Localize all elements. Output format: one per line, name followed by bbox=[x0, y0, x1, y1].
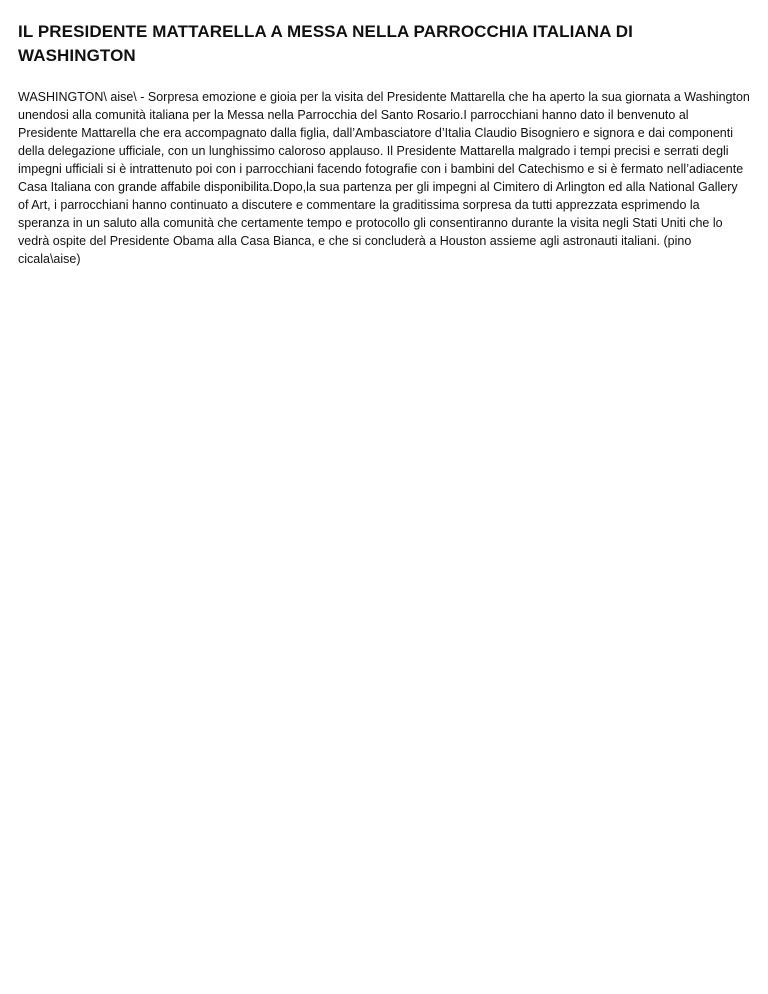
article-body: WASHINGTON\ aise\ - Sorpresa emozione e gioia per la visita del Presidente Mattarella che ha aperto la sua giornata a Washington unendosi alla comunità italiana per la Messa nella Parrocchia del Santo Rosario.I parrocchiani hanno dato il benvenuto al Presidente Mattarella che era accompagnato dalla figlia, dall’Ambasciatore d’Italia Claudio Bisogniero e signora e dai componenti della delegazione ufficiale, con un lunghissimo caloroso applauso. Il Presidente Mattarella malgrado i tempi precisi e serrati degli impegni ufficiali si è intrattenuto poi con i parrocchiani facendo fotografie con i bambini del Catechismo e si è fermato nell’adiacente Casa Italiana con grande affabile disponibilita.Dopo,la sua partenza per gli impegni al Cimitero di Arlington ed alla National Gallery of Art, i parrocchiani hanno continuato a discutere e commentare la graditissima sorpresa da tutti apprezzata esprimendo la speranza in un saluto alla comunità che certamente tempo e protocollo gli consentiranno durante la visita negli Stati Uniti che lo vedrà ospite del Presidente Obama alla Casa Bianca, e che si concluderà a Houston assieme agli astronauti italiani. (pino cicala\aise) bbox=[18, 90, 750, 266]
article bbox=[18, 20, 750, 268]
article-title: IL PRESIDENTE MATTARELLA A MESSA NELLA PARROCCHIA ITALIANA DI WASHINGTON bbox=[18, 22, 633, 65]
